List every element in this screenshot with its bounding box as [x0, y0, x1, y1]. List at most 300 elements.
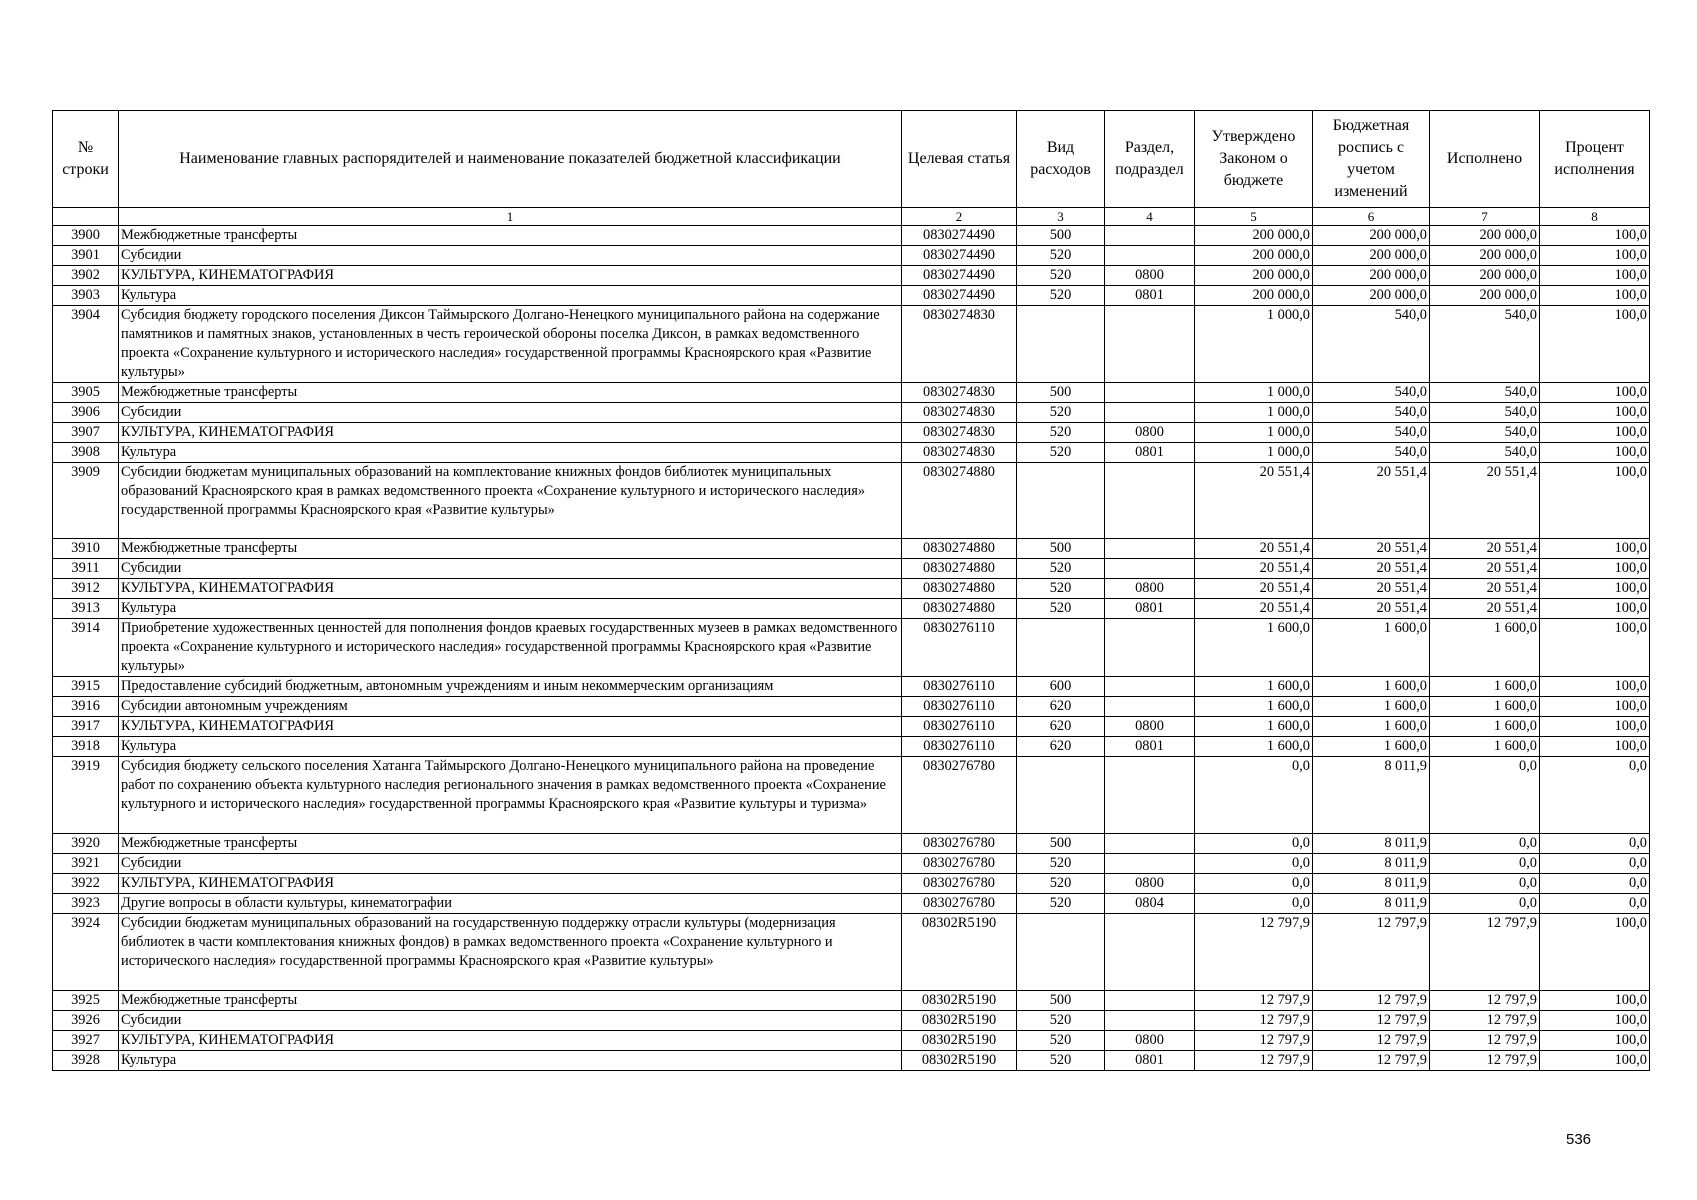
executed-amount-cell: 200 000,0 — [1430, 246, 1540, 266]
row-number-cell: 3905 — [53, 383, 119, 403]
executed-amount-cell: 0,0 — [1430, 874, 1540, 894]
column-number-row — [53, 208, 1650, 226]
section-cell — [1105, 539, 1195, 559]
row-name-cell: Субсидия бюджету городского поселения Диксон Таймырского Долгано-Ненецкого муниципального района на содержание памятников и памятных знаков, установленных в честь героической обороны поселка Диксон, в рамках ведомственного проекта «Сохранение культурного и исторического наследия» государственной программы Красноярского края «Развитие культуры» — [119, 306, 902, 383]
approved-amount-cell: 12 797,9 — [1195, 991, 1313, 1011]
expense-type-cell: 520 — [1017, 443, 1105, 463]
section-cell — [1105, 914, 1195, 991]
expense-type-cell: 600 — [1017, 677, 1105, 697]
execution-percent-cell: 100,0 — [1540, 306, 1650, 383]
target-article-cell: 0830274830 — [902, 403, 1017, 423]
approved-amount-cell: 1 600,0 — [1195, 717, 1313, 737]
expense-type-cell: 620 — [1017, 717, 1105, 737]
row-name-cell: Культура — [119, 286, 902, 306]
header-cell: Бюджетная роспись с учетом изменений — [1313, 111, 1430, 208]
executed-amount-cell: 1 600,0 — [1430, 717, 1540, 737]
row-number-cell: 3918 — [53, 737, 119, 757]
execution-percent-cell: 100,0 — [1540, 403, 1650, 423]
row-number-cell: 3913 — [53, 599, 119, 619]
budget-roster-cell: 1 600,0 — [1313, 717, 1430, 737]
approved-amount-cell: 0,0 — [1195, 894, 1313, 914]
row-name-cell: КУЛЬТУРА, КИНЕМАТОГРАФИЯ — [119, 1031, 902, 1051]
executed-amount-cell: 540,0 — [1430, 403, 1540, 423]
row-name-cell: Субсидии — [119, 1011, 902, 1031]
section-cell: 0800 — [1105, 717, 1195, 737]
section-cell: 0800 — [1105, 1031, 1195, 1051]
budget-roster-cell: 20 551,4 — [1313, 539, 1430, 559]
execution-percent-cell: 100,0 — [1540, 737, 1650, 757]
section-cell: 0801 — [1105, 286, 1195, 306]
budget-roster-cell: 200 000,0 — [1313, 266, 1430, 286]
table-row — [53, 874, 1650, 894]
table-row — [53, 991, 1650, 1011]
table-body — [53, 226, 1650, 1071]
target-article-cell: 0830276110 — [902, 697, 1017, 717]
section-cell — [1105, 383, 1195, 403]
row-number-cell: 3907 — [53, 423, 119, 443]
header-row — [53, 111, 1650, 208]
target-article-cell: 0830274830 — [902, 423, 1017, 443]
approved-amount-cell: 20 551,4 — [1195, 463, 1313, 539]
budget-roster-cell: 1 600,0 — [1313, 697, 1430, 717]
expense-type-cell: 520 — [1017, 854, 1105, 874]
column-number-cell: 2 — [902, 208, 1017, 226]
row-number-cell: 3917 — [53, 717, 119, 737]
expense-type-cell: 500 — [1017, 834, 1105, 854]
target-article-cell: 0830276110 — [902, 619, 1017, 677]
approved-amount-cell: 12 797,9 — [1195, 1011, 1313, 1031]
target-article-cell: 08302R5190 — [902, 1051, 1017, 1071]
expense-type-cell: 520 — [1017, 1011, 1105, 1031]
execution-percent-cell: 100,0 — [1540, 266, 1650, 286]
expense-type-cell — [1017, 757, 1105, 834]
expense-type-cell: 500 — [1017, 991, 1105, 1011]
table-row — [53, 1051, 1650, 1071]
header-cell: Утверждено Законом о бюджете — [1195, 111, 1313, 208]
target-article-cell: 0830274880 — [902, 463, 1017, 539]
execution-percent-cell: 0,0 — [1540, 834, 1650, 854]
header-cell: Исполнено — [1430, 111, 1540, 208]
row-number-cell: 3926 — [53, 1011, 119, 1031]
approved-amount-cell: 1 000,0 — [1195, 423, 1313, 443]
row-name-cell: Межбюджетные трансферты — [119, 834, 902, 854]
expense-type-cell: 500 — [1017, 539, 1105, 559]
row-number-cell: 3925 — [53, 991, 119, 1011]
header-cell: Процент исполнения — [1540, 111, 1650, 208]
expense-type-cell: 520 — [1017, 599, 1105, 619]
table-row — [53, 854, 1650, 874]
column-number-cell: 5 — [1195, 208, 1313, 226]
header-cell: Целевая статья — [902, 111, 1017, 208]
table-row — [53, 443, 1650, 463]
row-number-cell: 3920 — [53, 834, 119, 854]
execution-percent-cell: 0,0 — [1540, 894, 1650, 914]
execution-percent-cell: 100,0 — [1540, 226, 1650, 246]
row-number-cell: 3906 — [53, 403, 119, 423]
section-cell: 0800 — [1105, 874, 1195, 894]
budget-roster-cell: 200 000,0 — [1313, 246, 1430, 266]
row-name-cell: Субсидии — [119, 559, 902, 579]
budget-roster-cell: 20 551,4 — [1313, 463, 1430, 539]
section-cell: 0800 — [1105, 579, 1195, 599]
row-number-cell: 3921 — [53, 854, 119, 874]
row-number-cell: 3902 — [53, 266, 119, 286]
execution-percent-cell: 100,0 — [1540, 717, 1650, 737]
budget-roster-cell: 20 551,4 — [1313, 579, 1430, 599]
section-cell — [1105, 246, 1195, 266]
executed-amount-cell: 12 797,9 — [1430, 914, 1540, 991]
row-name-cell: Субсидии — [119, 246, 902, 266]
table-row — [53, 697, 1650, 717]
row-number-cell: 3901 — [53, 246, 119, 266]
expense-type-cell: 620 — [1017, 737, 1105, 757]
target-article-cell: 0830276780 — [902, 894, 1017, 914]
row-number-cell: 3912 — [53, 579, 119, 599]
row-number-cell: 3923 — [53, 894, 119, 914]
execution-percent-cell: 100,0 — [1540, 423, 1650, 443]
row-name-cell: Приобретение художественных ценностей для пополнения фондов краевых государственных музеев в рамках ведомственного проекта «Сохранение культурного и исторического наследия» государственной программы Красноярского края «Развитие культуры» — [119, 619, 902, 677]
row-number-cell: 3915 — [53, 677, 119, 697]
executed-amount-cell: 20 551,4 — [1430, 559, 1540, 579]
table-row — [53, 599, 1650, 619]
target-article-cell: 08302R5190 — [902, 914, 1017, 991]
table-row — [53, 226, 1650, 246]
table-row — [53, 266, 1650, 286]
target-article-cell: 0830276780 — [902, 874, 1017, 894]
column-number-cell: 1 — [119, 208, 902, 226]
budget-roster-cell: 1 600,0 — [1313, 619, 1430, 677]
approved-amount-cell: 1 000,0 — [1195, 383, 1313, 403]
budget-roster-cell: 12 797,9 — [1313, 1051, 1430, 1071]
section-cell — [1105, 1011, 1195, 1031]
expense-type-cell: 500 — [1017, 383, 1105, 403]
page-number: 536 — [1566, 1131, 1592, 1148]
execution-percent-cell: 0,0 — [1540, 874, 1650, 894]
approved-amount-cell: 1 000,0 — [1195, 306, 1313, 383]
budget-table-sheet — [52, 110, 1649, 1071]
row-number-cell: 3924 — [53, 914, 119, 991]
section-cell — [1105, 619, 1195, 677]
row-number-cell: 3928 — [53, 1051, 119, 1071]
budget-roster-cell: 540,0 — [1313, 306, 1430, 383]
executed-amount-cell: 200 000,0 — [1430, 286, 1540, 306]
table-row — [53, 619, 1650, 677]
row-name-cell: Субсидии автономным учреждениям — [119, 697, 902, 717]
table-row — [53, 757, 1650, 834]
target-article-cell: 0830274880 — [902, 539, 1017, 559]
approved-amount-cell: 1 600,0 — [1195, 737, 1313, 757]
executed-amount-cell: 1 600,0 — [1430, 697, 1540, 717]
section-cell — [1105, 677, 1195, 697]
expense-type-cell: 520 — [1017, 286, 1105, 306]
row-name-cell: Межбюджетные трансферты — [119, 226, 902, 246]
execution-percent-cell: 100,0 — [1540, 697, 1650, 717]
row-number-cell: 3919 — [53, 757, 119, 834]
row-name-cell: Культура — [119, 599, 902, 619]
approved-amount-cell: 20 551,4 — [1195, 579, 1313, 599]
table-row — [53, 306, 1650, 383]
budget-roster-cell: 8 011,9 — [1313, 854, 1430, 874]
budget-roster-cell: 1 600,0 — [1313, 737, 1430, 757]
row-number-cell: 3909 — [53, 463, 119, 539]
approved-amount-cell: 1 000,0 — [1195, 443, 1313, 463]
section-cell: 0800 — [1105, 266, 1195, 286]
table-row — [53, 677, 1650, 697]
target-article-cell: 0830276780 — [902, 757, 1017, 834]
execution-percent-cell: 100,0 — [1540, 559, 1650, 579]
execution-percent-cell: 100,0 — [1540, 677, 1650, 697]
budget-roster-cell: 12 797,9 — [1313, 1011, 1430, 1031]
executed-amount-cell: 12 797,9 — [1430, 1051, 1540, 1071]
target-article-cell: 0830276780 — [902, 834, 1017, 854]
executed-amount-cell: 0,0 — [1430, 854, 1540, 874]
expense-type-cell — [1017, 619, 1105, 677]
expense-type-cell: 520 — [1017, 246, 1105, 266]
table-row — [53, 246, 1650, 266]
section-cell: 0801 — [1105, 443, 1195, 463]
approved-amount-cell: 20 551,4 — [1195, 559, 1313, 579]
executed-amount-cell: 540,0 — [1430, 383, 1540, 403]
budget-roster-cell: 1 600,0 — [1313, 677, 1430, 697]
approved-amount-cell: 0,0 — [1195, 834, 1313, 854]
row-name-cell: Другие вопросы в области культуры, кинематографии — [119, 894, 902, 914]
table-row — [53, 403, 1650, 423]
row-name-cell: Культура — [119, 737, 902, 757]
row-name-cell: Предоставление субсидий бюджетным, автономным учреждениям и иным некоммерческим организациям — [119, 677, 902, 697]
row-name-cell: Субсидии бюджетам муниципальных образований на государственную поддержку отрасли культуры (модернизация библиотек в части комплектования книжных фондов) в рамках ведомственного проекта «Сохранение культурного и исторического наследия» государственной программы Красноярского края «Развитие культуры» — [119, 914, 902, 991]
row-name-cell: Субсидии — [119, 403, 902, 423]
approved-amount-cell: 12 797,9 — [1195, 914, 1313, 991]
expense-type-cell: 520 — [1017, 266, 1105, 286]
table-row — [53, 286, 1650, 306]
executed-amount-cell: 0,0 — [1430, 894, 1540, 914]
row-name-cell: Субсидии — [119, 854, 902, 874]
budget-roster-cell: 20 551,4 — [1313, 559, 1430, 579]
table-row — [53, 559, 1650, 579]
row-number-cell: 3910 — [53, 539, 119, 559]
approved-amount-cell: 20 551,4 — [1195, 599, 1313, 619]
column-number-cell: 8 — [1540, 208, 1650, 226]
table-row — [53, 894, 1650, 914]
table-row — [53, 914, 1650, 991]
approved-amount-cell: 1 600,0 — [1195, 697, 1313, 717]
budget-roster-cell: 8 011,9 — [1313, 874, 1430, 894]
column-number-cell — [53, 208, 119, 226]
executed-amount-cell: 20 551,4 — [1430, 463, 1540, 539]
expense-type-cell: 520 — [1017, 1051, 1105, 1071]
row-number-cell: 3900 — [53, 226, 119, 246]
target-article-cell: 0830276110 — [902, 677, 1017, 697]
executed-amount-cell: 1 600,0 — [1430, 677, 1540, 697]
executed-amount-cell: 540,0 — [1430, 423, 1540, 443]
approved-amount-cell: 200 000,0 — [1195, 246, 1313, 266]
execution-percent-cell: 100,0 — [1540, 1011, 1650, 1031]
table-row — [53, 579, 1650, 599]
expense-type-cell — [1017, 914, 1105, 991]
budget-roster-cell: 20 551,4 — [1313, 599, 1430, 619]
row-number-cell: 3904 — [53, 306, 119, 383]
executed-amount-cell: 540,0 — [1430, 306, 1540, 383]
table-row — [53, 717, 1650, 737]
budget-roster-cell: 200 000,0 — [1313, 286, 1430, 306]
row-name-cell: Межбюджетные трансферты — [119, 383, 902, 403]
expense-type-cell: 520 — [1017, 423, 1105, 443]
target-article-cell: 0830274830 — [902, 383, 1017, 403]
target-article-cell: 0830274490 — [902, 266, 1017, 286]
target-article-cell: 0830276110 — [902, 717, 1017, 737]
target-article-cell: 08302R5190 — [902, 1031, 1017, 1051]
section-cell — [1105, 403, 1195, 423]
target-article-cell: 0830274880 — [902, 559, 1017, 579]
section-cell — [1105, 697, 1195, 717]
budget-roster-cell: 8 011,9 — [1313, 834, 1430, 854]
row-name-cell: Субсидия бюджету сельского поселения Хатанга Таймырского Долгано-Ненецкого муниципального района на проведение работ по сохранению объекта культурного наследия регионального значения в рамках ведомственного проекта «Сохранение культурного и исторического наследия» государственной программы Красноярского края «Развитие культуры и туризма» — [119, 757, 902, 834]
execution-percent-cell: 100,0 — [1540, 539, 1650, 559]
section-cell — [1105, 306, 1195, 383]
section-cell: 0801 — [1105, 1051, 1195, 1071]
expense-type-cell: 520 — [1017, 874, 1105, 894]
approved-amount-cell: 1 000,0 — [1195, 403, 1313, 423]
executed-amount-cell: 20 551,4 — [1430, 579, 1540, 599]
executed-amount-cell: 1 600,0 — [1430, 619, 1540, 677]
execution-percent-cell: 0,0 — [1540, 854, 1650, 874]
section-cell — [1105, 226, 1195, 246]
target-article-cell: 0830274880 — [902, 599, 1017, 619]
approved-amount-cell: 20 551,4 — [1195, 539, 1313, 559]
expense-type-cell: 520 — [1017, 403, 1105, 423]
section-cell — [1105, 854, 1195, 874]
execution-percent-cell: 0,0 — [1540, 757, 1650, 834]
target-article-cell: 0830274490 — [902, 246, 1017, 266]
expense-type-cell: 520 — [1017, 579, 1105, 599]
row-name-cell: Культура — [119, 443, 902, 463]
budget-execution-table — [52, 110, 1650, 1071]
execution-percent-cell: 100,0 — [1540, 443, 1650, 463]
expense-type-cell: 520 — [1017, 894, 1105, 914]
execution-percent-cell: 100,0 — [1540, 599, 1650, 619]
table-row — [53, 423, 1650, 443]
budget-roster-cell: 200 000,0 — [1313, 226, 1430, 246]
budget-roster-cell: 8 011,9 — [1313, 894, 1430, 914]
execution-percent-cell: 100,0 — [1540, 1051, 1650, 1071]
section-cell — [1105, 757, 1195, 834]
target-article-cell: 0830276110 — [902, 737, 1017, 757]
header-cell: № строки — [53, 111, 119, 208]
budget-roster-cell: 540,0 — [1313, 383, 1430, 403]
executed-amount-cell: 20 551,4 — [1430, 539, 1540, 559]
row-name-cell: КУЛЬТУРА, КИНЕМАТОГРАФИЯ — [119, 717, 902, 737]
table-row — [53, 1011, 1650, 1031]
expense-type-cell: 520 — [1017, 1031, 1105, 1051]
target-article-cell: 0830274490 — [902, 226, 1017, 246]
row-name-cell: КУЛЬТУРА, КИНЕМАТОГРАФИЯ — [119, 579, 902, 599]
executed-amount-cell: 200 000,0 — [1430, 226, 1540, 246]
row-name-cell: Субсидии бюджетам муниципальных образований на комплектование книжных фондов библиотек муниципальных образований Красноярского края в рамках ведомственного проекта «Сохранение культурного и исторического наследия» государственной программы Красноярского края «Развитие культуры» — [119, 463, 902, 539]
approved-amount-cell: 1 600,0 — [1195, 677, 1313, 697]
column-number-cell: 7 — [1430, 208, 1540, 226]
executed-amount-cell: 200 000,0 — [1430, 266, 1540, 286]
approved-amount-cell: 12 797,9 — [1195, 1051, 1313, 1071]
executed-amount-cell: 0,0 — [1430, 757, 1540, 834]
table-row — [53, 383, 1650, 403]
header-cell: Вид расходов — [1017, 111, 1105, 208]
expense-type-cell — [1017, 306, 1105, 383]
target-article-cell: 0830274830 — [902, 443, 1017, 463]
section-cell — [1105, 463, 1195, 539]
row-name-cell: Межбюджетные трансферты — [119, 991, 902, 1011]
section-cell: 0800 — [1105, 423, 1195, 443]
budget-roster-cell: 540,0 — [1313, 443, 1430, 463]
budget-roster-cell: 12 797,9 — [1313, 914, 1430, 991]
executed-amount-cell: 1 600,0 — [1430, 737, 1540, 757]
approved-amount-cell: 0,0 — [1195, 854, 1313, 874]
execution-percent-cell: 100,0 — [1540, 579, 1650, 599]
table-row — [53, 1031, 1650, 1051]
header-cell: Раздел, подраздел — [1105, 111, 1195, 208]
execution-percent-cell: 100,0 — [1540, 1031, 1650, 1051]
header-cell: Наименование главных распорядителей и наименование показателей бюджетной классификации — [119, 111, 902, 208]
approved-amount-cell: 200 000,0 — [1195, 286, 1313, 306]
table-row — [53, 539, 1650, 559]
section-cell — [1105, 834, 1195, 854]
executed-amount-cell: 20 551,4 — [1430, 599, 1540, 619]
section-cell: 0801 — [1105, 599, 1195, 619]
target-article-cell: 0830274880 — [902, 579, 1017, 599]
execution-percent-cell: 100,0 — [1540, 463, 1650, 539]
executed-amount-cell: 12 797,9 — [1430, 1031, 1540, 1051]
row-name-cell: Культура — [119, 1051, 902, 1071]
section-cell: 0801 — [1105, 737, 1195, 757]
row-number-cell: 3911 — [53, 559, 119, 579]
executed-amount-cell: 12 797,9 — [1430, 1011, 1540, 1031]
execution-percent-cell: 100,0 — [1540, 286, 1650, 306]
expense-type-cell — [1017, 463, 1105, 539]
target-article-cell: 08302R5190 — [902, 991, 1017, 1011]
column-number-cell: 6 — [1313, 208, 1430, 226]
budget-roster-cell: 12 797,9 — [1313, 1031, 1430, 1051]
execution-percent-cell: 100,0 — [1540, 914, 1650, 991]
column-number-cell: 3 — [1017, 208, 1105, 226]
approved-amount-cell: 200 000,0 — [1195, 266, 1313, 286]
executed-amount-cell: 12 797,9 — [1430, 991, 1540, 1011]
row-name-cell: КУЛЬТУРА, КИНЕМАТОГРАФИЯ — [119, 874, 902, 894]
expense-type-cell: 500 — [1017, 226, 1105, 246]
row-number-cell: 3922 — [53, 874, 119, 894]
target-article-cell: 08302R5190 — [902, 1011, 1017, 1031]
budget-roster-cell: 540,0 — [1313, 403, 1430, 423]
approved-amount-cell: 12 797,9 — [1195, 1031, 1313, 1051]
target-article-cell: 0830276780 — [902, 854, 1017, 874]
row-name-cell: КУЛЬТУРА, КИНЕМАТОГРАФИЯ — [119, 266, 902, 286]
row-number-cell: 3927 — [53, 1031, 119, 1051]
section-cell — [1105, 559, 1195, 579]
target-article-cell: 0830274830 — [902, 306, 1017, 383]
row-number-cell: 3916 — [53, 697, 119, 717]
row-name-cell: Межбюджетные трансферты — [119, 539, 902, 559]
row-name-cell: КУЛЬТУРА, КИНЕМАТОГРАФИЯ — [119, 423, 902, 443]
table-row — [53, 737, 1650, 757]
section-cell: 0804 — [1105, 894, 1195, 914]
executed-amount-cell: 0,0 — [1430, 834, 1540, 854]
column-number-cell: 4 — [1105, 208, 1195, 226]
table-row — [53, 463, 1650, 539]
expense-type-cell: 520 — [1017, 559, 1105, 579]
budget-roster-cell: 8 011,9 — [1313, 757, 1430, 834]
approved-amount-cell: 1 600,0 — [1195, 619, 1313, 677]
execution-percent-cell: 100,0 — [1540, 383, 1650, 403]
row-number-cell: 3908 — [53, 443, 119, 463]
expense-type-cell: 620 — [1017, 697, 1105, 717]
